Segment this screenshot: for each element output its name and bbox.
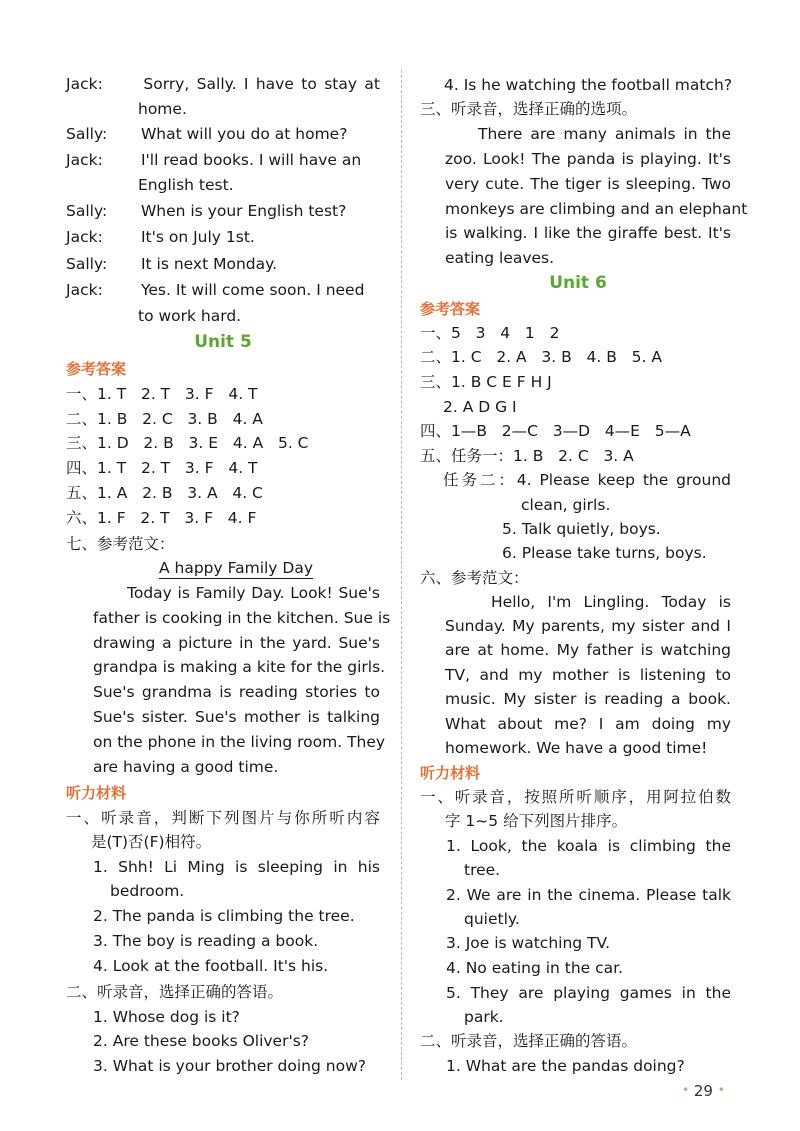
listening-item: 2. Are these books Oliver's? [93, 1032, 310, 1050]
essay-line: are at home. My father is watching [445, 641, 731, 659]
listening-item: 5. They are playing games in the [446, 984, 731, 1002]
speaker: Sally: [66, 202, 108, 220]
dialogue-text: It is next Monday. [140, 255, 277, 273]
answer-line: 一、5 3 4 1 2 [420, 324, 560, 342]
dialogue-line [66, 200, 346, 222]
essay-title-text: A happy Family Day [158, 559, 314, 577]
speaker: Jack: [66, 151, 103, 169]
speaker: Sally: [66, 125, 108, 143]
listening-item: bedroom. [110, 882, 185, 900]
dialogue-text: When is your English test? [140, 202, 347, 220]
answer-line: 五、任务一：1. B 2. C 3. A [420, 447, 634, 465]
listening-item: 4. No eating in the car. [446, 959, 624, 977]
answer-line: 七、参考范文： [66, 535, 175, 553]
speaker: Jack: [66, 281, 103, 299]
listening-item: 3. What is your brother doing now? [93, 1057, 366, 1075]
essay-line: TV, and my mother is listening to [445, 666, 731, 684]
essay-line: father is cooking in the kitchen. Sue is [93, 609, 391, 627]
dialogue-line [66, 253, 277, 275]
listening-item: park. [464, 1008, 504, 1026]
essay-line: grandpa is making a kite for the girls. [93, 658, 386, 676]
section-heading: 三、听录音，选择正确的选项。 [420, 100, 638, 118]
essay-line: music. My sister is reading a book. [445, 690, 731, 708]
dialogue-text: What will you do at home? [140, 125, 348, 143]
dialogue-text: Yes. It will come soon. I need [140, 281, 365, 299]
essay-line: Sue's grandma is reading stories to [93, 683, 380, 701]
listening-item: 2. The panda is climbing the tree. [93, 907, 355, 925]
listening-heading: 听力材料 [66, 784, 127, 802]
page-footer [682, 1082, 725, 1100]
essay-line: drawing a picture in the yard. Sue's [93, 634, 380, 652]
passage-line: very cute. The tiger is sleeping. Two [445, 175, 731, 193]
answer-line: 二、1. C 2. A 3. B 4. B 5. A [420, 348, 662, 366]
listening-item: 1. What are the pandas doing? [446, 1057, 685, 1075]
dialogue-text: It's on July 1st. [140, 228, 255, 246]
passage-line: is walking. I like the giraffe best. It's [445, 224, 731, 242]
dialogue-line [66, 226, 255, 248]
answer-line: 六、参考范文： [420, 569, 529, 587]
answer-line: 一、1. T 2. T 3. F 4. T [66, 385, 258, 403]
section-heading: 二、听录音，选择正确的答语。 [420, 1032, 638, 1050]
dialogue-text: home. [138, 100, 187, 118]
listening-item: 3. The boy is reading a book. [93, 932, 319, 950]
listening-item: 1. Shh! Li Ming is sleeping in his [93, 858, 380, 876]
footer-dot: • [717, 1083, 725, 1097]
listening-item: 2. We are in the cinema. Please talk [446, 886, 731, 904]
essay-line: homework. We have a good time! [445, 739, 708, 757]
essay-title [66, 557, 406, 579]
answer-line: 三、1. D 2. B 3. E 4. A 5. C [66, 434, 309, 452]
listening-item: 1. Look, the koala is climbing the [446, 837, 731, 855]
section-heading: 是(T)否(F)相符。 [91, 833, 212, 851]
essay-line: on the phone in the living room. They [93, 733, 386, 751]
section-heading: 一、听录音，判断下列图片与你所听内容 [66, 809, 380, 827]
answer-line: 五、1. A 2. B 3. A 4. C [66, 484, 263, 502]
answer-line: 二、1. B 2. C 3. B 4. A [66, 410, 263, 428]
answer-line: 四、1. T 2. T 3. F 4. T [66, 459, 258, 477]
answer-line: 三、1. B C E F H J [420, 373, 552, 391]
passage-line: monkeys are climbing and an elephant [445, 200, 748, 218]
answers-heading: 参考答案 [420, 300, 481, 318]
passage-line: There are many animals in the [478, 125, 731, 143]
footer-dot: • [682, 1083, 690, 1097]
section-heading: 字 1~5 给下列图片排序。 [445, 812, 628, 830]
essay-line: What about me? I am doing my [445, 715, 731, 733]
dialogue-text: to work hard. [138, 307, 242, 325]
listening-item: 3. Joe is watching TV. [446, 934, 611, 952]
essay-line: Today is Family Day. Look! Sue's [127, 584, 380, 602]
speaker: Sally: [66, 255, 108, 273]
essay-line: Sunday. My parents, my sister and I [445, 617, 731, 635]
dialogue-text: Sorry, Sally. I have to stay at [143, 75, 380, 93]
page-number: 29 [693, 1082, 713, 1100]
essay-line: are having a good time. [93, 758, 279, 776]
listening-heading: 听力材料 [420, 764, 481, 782]
speaker: Jack: [66, 75, 103, 93]
listening-item: tree. [464, 861, 501, 879]
section-heading: 二、听录音，选择正确的答语。 [66, 983, 284, 1001]
answers-heading: 参考答案 [66, 360, 127, 378]
dialogue-text: I'll read books. I will have an [140, 151, 362, 169]
section-heading: 一、听录音，按照所听顺序，用阿拉伯数 [420, 788, 731, 806]
answer-line: 6. Please take turns, boys. [502, 544, 707, 562]
answer-line: clean, girls. [521, 496, 611, 514]
dialogue-line [66, 73, 380, 95]
essay-line: Hello, I'm Lingling. Today is [491, 593, 731, 611]
answer-line: 5. Talk quietly, boys. [502, 520, 661, 538]
essay-line: Sue's sister. Sue's mother is talking [93, 708, 380, 726]
dialogue-line [66, 279, 364, 301]
unit-title: Unit 6 [549, 273, 607, 293]
listening-item: 4. Is he watching the football match? [444, 76, 733, 94]
dialogue-text: English test. [138, 176, 234, 194]
listening-item: 1. Whose dog is it? [93, 1008, 240, 1026]
listening-item: quietly. [464, 910, 520, 928]
listening-item: 4. Look at the football. It's his. [93, 957, 329, 975]
speaker: Jack: [66, 228, 103, 246]
dialogue-line [66, 149, 361, 171]
answer-line: 四、1—B 2—C 3—D 4—E 5—A [420, 422, 691, 440]
passage-line: eating leaves. [445, 249, 555, 267]
answer-line: 六、1. F 2. T 3. F 4. F [66, 509, 257, 527]
dialogue-line [66, 123, 347, 145]
unit-title: Unit 5 [194, 332, 252, 352]
answer-line: 任务二：4. Please keep the ground [443, 471, 731, 489]
passage-line: zoo. Look! The panda is playing. It's [445, 150, 731, 168]
answer-line: 2. A D G I [443, 398, 517, 416]
